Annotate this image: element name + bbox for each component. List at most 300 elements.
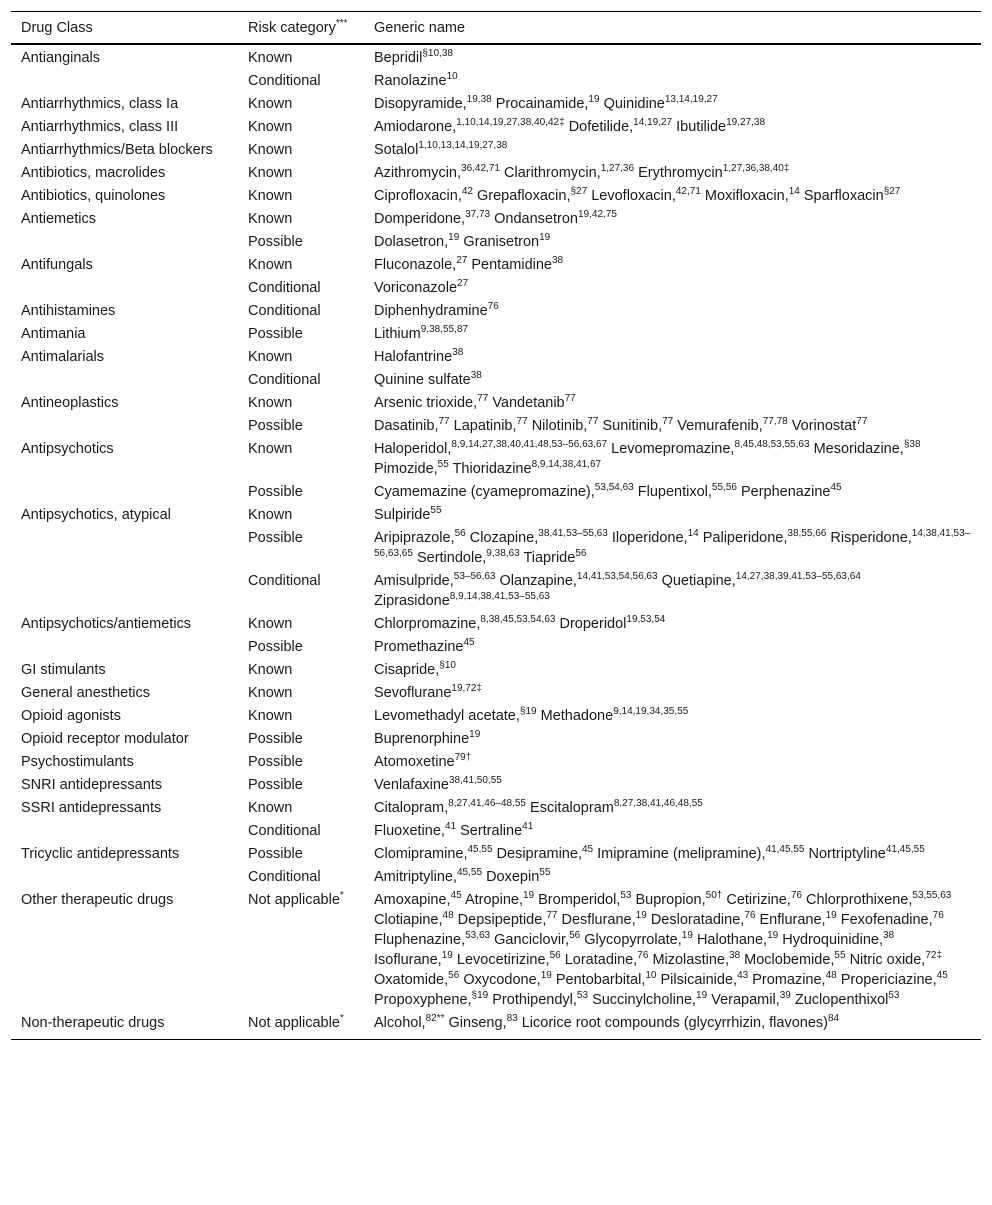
risk-label: Conditional [248, 280, 321, 296]
risk-label: Known [248, 142, 293, 158]
risk-category-cell [238, 705, 364, 728]
table-header [11, 12, 981, 45]
generic-name-cell [364, 659, 981, 682]
drug-name: Halothane, [696, 932, 768, 948]
generic-name-cell [364, 369, 981, 392]
drug-name: Sparfloxacin [803, 188, 884, 204]
drug-name: Ginseng, [448, 1015, 507, 1031]
drug-reference: 38,55,66 [787, 528, 827, 540]
drug-reference: 56 [448, 970, 460, 982]
drug-reference: 14,41,53,54,56,63 [576, 571, 658, 583]
risk-label: Conditional [248, 303, 321, 319]
drug-class-cell: Tricyclic antidepressants [21, 846, 180, 862]
drug-name: Prothipendyl, [492, 992, 577, 1008]
drug-reference: 55,56 [711, 482, 737, 494]
drug-reference: 19 [522, 890, 535, 902]
risk-label: Known [248, 50, 293, 66]
drug-name: Glycopyrrolate, [584, 932, 682, 948]
drug-name: Aripiprazole, [374, 530, 455, 546]
drug-reference: 77 [587, 416, 599, 428]
drug-name: Sotalol [374, 142, 419, 158]
drug-reference: §10 [439, 660, 456, 672]
table-row [11, 866, 981, 889]
drug-reference: 8,9,14,38,41,67 [531, 459, 602, 471]
drug-name: Promethazine [374, 639, 464, 655]
table-row [11, 300, 981, 323]
drug-reference: 13,14,19,27 [664, 94, 718, 106]
risk-category-cell [238, 139, 364, 162]
drug-reference: 19 [825, 910, 837, 922]
generic-name-cell [364, 44, 981, 70]
drug-name: Ondansetron [494, 211, 578, 227]
table-row [11, 843, 981, 866]
risk-category-cell [238, 636, 364, 659]
drug-reference: 38 [883, 930, 895, 942]
drug-class-cell [11, 415, 238, 438]
drug-name: Amitriptyline, [374, 869, 457, 885]
risk-label: Known [248, 188, 293, 204]
drug-class-cell: GI stimulants [21, 662, 106, 678]
risk-category-cell [238, 300, 364, 323]
drug-reference: 77,78 [762, 416, 788, 428]
drug-class-cell: Antimalarials [21, 349, 104, 365]
drug-name: Citalopram, [374, 800, 449, 816]
risk-category-cell [238, 682, 364, 705]
drug-name: Sevoflurane [374, 685, 452, 701]
drug-reference: 55 [539, 867, 551, 879]
drug-class-cell: Antiarrhythmics, class III [21, 119, 179, 135]
drug-reference: 82** [425, 1013, 445, 1025]
drug-name: Domperidone, [374, 211, 466, 227]
drug-name: Halofantrine [374, 349, 453, 365]
drug-reference: 42 [461, 186, 473, 198]
drug-class-cell: SSRI antidepressants [21, 800, 162, 816]
drug-class-cell: Non-therapeutic drugs [11, 1012, 238, 1040]
drug-name: Sunitinib, [602, 418, 663, 434]
drug-reference: 10 [645, 970, 657, 982]
drug-reference: 8,27,41,46–48,55 [448, 798, 526, 810]
risk-category-cell [238, 570, 364, 613]
table-row [11, 369, 981, 392]
drug-name: Dofetilide, [568, 119, 634, 135]
drug-name: Paliperidone, [702, 530, 788, 546]
risk-category-cell [238, 843, 364, 866]
drug-name: Fluoxetine, [374, 823, 445, 839]
drug-name: Olanzapine, [499, 573, 577, 589]
drug-name: Atomoxetine [374, 754, 455, 770]
drug-reference: 55 [834, 950, 846, 962]
drug-name: Thioridazine [452, 461, 532, 477]
drug-reference: 48 [825, 970, 837, 982]
drug-reference: 14 [788, 186, 800, 198]
drug-reference: 36,42,71 [461, 163, 500, 175]
drug-class-cell: Opioid receptor modulator [21, 731, 189, 747]
generic-name-cell [364, 162, 981, 185]
drug-name: Ciprofloxacin, [374, 188, 462, 204]
table-row [11, 751, 981, 774]
drug-reference: 53,54,63 [594, 482, 634, 494]
drug-name: Diphenhydramine [374, 303, 488, 319]
drug-reference: 14,27,38,39,41,53–55,63,64 [735, 571, 861, 583]
drug-reference: 79† [454, 752, 472, 764]
risk-category-cell [238, 774, 364, 797]
risk-label: Conditional [248, 372, 321, 388]
drug-reference: 19 [540, 970, 552, 982]
drug-name: Venlafaxine [374, 777, 449, 793]
risk-category-cell [238, 185, 364, 208]
table-row [11, 392, 981, 415]
drug-reference: 8,38,45,53,54,63 [480, 614, 556, 626]
drug-reference: 27 [456, 255, 468, 267]
table-row [11, 820, 981, 843]
drug-name: Mizolastine, [652, 952, 729, 968]
risk-label: Possible [248, 234, 303, 250]
drug-name: Lithium [374, 326, 421, 342]
table-row [11, 346, 981, 369]
drug-name: Dasatinib, [374, 418, 439, 434]
risk-category-cell [238, 527, 364, 570]
risk-label: Known [248, 395, 293, 411]
drug-name: Levofloxacin, [591, 188, 676, 204]
generic-name-cell [364, 774, 981, 797]
risk-category-cell [238, 438, 364, 481]
drug-reference: 8,9,14,38,41,53–55,63 [449, 591, 550, 603]
drug-reference: 48 [442, 910, 454, 922]
drug-reference: 19 [539, 232, 551, 244]
drug-name: Doxepin [486, 869, 540, 885]
risk-category-cell [238, 797, 364, 820]
drug-reference: 19 [696, 990, 708, 1002]
drug-name: Methadone [540, 708, 614, 724]
drug-name: Moclobemide, [744, 952, 835, 968]
table-row [11, 636, 981, 659]
drug-name: Alcohol, [374, 1015, 426, 1031]
table-row [11, 613, 981, 636]
drug-reference: 19 [635, 910, 647, 922]
drug-name: Bepridil [374, 50, 423, 66]
risk-footnote-marker: * [339, 1013, 344, 1025]
drug-name: Clarithromycin, [504, 165, 601, 181]
drug-reference: 53 [888, 990, 900, 1002]
risk-category-cell [238, 866, 364, 889]
drug-reference: 76 [744, 910, 756, 922]
drug-reference: 19 [469, 729, 481, 741]
risk-label: Known [248, 662, 293, 678]
table-row [11, 415, 981, 438]
generic-name-cell [364, 636, 981, 659]
generic-name-cell [364, 116, 981, 139]
risk-label: Possible [248, 639, 303, 655]
drug-reference: 76 [637, 950, 649, 962]
drug-name: Cyamemazine (cyamepromazine), [374, 484, 595, 500]
generic-name-cell [364, 438, 981, 481]
drug-reference: 19,53,54 [626, 614, 666, 626]
drug-reference: 56 [454, 528, 466, 540]
drug-reference: 55 [430, 505, 442, 517]
drug-name: Chlorpromazine, [374, 616, 481, 632]
drug-reference: 45 [936, 970, 948, 982]
drug-class-cell [11, 820, 238, 843]
table-row [11, 705, 981, 728]
drug-reference: 9,38,63 [486, 548, 520, 560]
table-row [11, 323, 981, 346]
table-row [11, 277, 981, 300]
risk-category-cell [238, 889, 364, 1012]
drug-class-cell: Antiarrhythmics/Beta blockers [21, 142, 213, 158]
drug-reference: 39 [779, 990, 791, 1002]
drug-reference: §27 [570, 186, 588, 198]
drug-name: Depsipeptide, [457, 912, 547, 928]
risk-category-cell [238, 504, 364, 527]
drug-name: Clozapine, [469, 530, 539, 546]
risk-category-cell [238, 323, 364, 346]
table-row [11, 774, 981, 797]
table-row [11, 570, 981, 613]
generic-name-cell [364, 1012, 981, 1040]
drug-name: Zuclopenthixol [794, 992, 889, 1008]
risk-category-cell [238, 231, 364, 254]
risk-label: Conditional [248, 869, 321, 885]
risk-category-cell [238, 254, 364, 277]
drug-name: Propericiazine, [840, 972, 937, 988]
table-row [11, 438, 981, 481]
table-body [11, 44, 981, 1040]
risk-label: Known [248, 800, 293, 816]
drug-reference: 1,27,36 [600, 163, 635, 175]
drug-reference: 53–56,63 [453, 571, 496, 583]
drug-name: Risperidone, [830, 530, 912, 546]
drug-reference: 77 [477, 393, 489, 405]
drug-name: Fluphenazine, [374, 932, 466, 948]
drug-name: Sertraline [460, 823, 523, 839]
drug-name: Verapamil, [711, 992, 780, 1008]
drug-name: Quetiapine, [661, 573, 736, 589]
drug-class-cell: Antiarrhythmics, class Ia [21, 96, 179, 112]
table-row [11, 728, 981, 751]
drug-class-cell: Antibiotics, quinolones [21, 188, 166, 204]
generic-name-cell [364, 415, 981, 438]
drug-name: Oxycodone, [463, 972, 541, 988]
drug-name: Nortriptyline [808, 846, 886, 862]
drug-name: Chlorprothixene, [805, 892, 913, 908]
drug-name: Perphenazine [740, 484, 831, 500]
risk-label: Possible [248, 754, 303, 770]
drug-reference: 77 [564, 393, 576, 405]
drug-name: Disopyramide, [374, 96, 467, 112]
drug-name: Clotiapine, [374, 912, 443, 928]
risk-label: Possible [248, 530, 303, 546]
drug-class-cell [11, 570, 238, 613]
risk-label: Known [248, 119, 293, 135]
generic-name-cell [364, 185, 981, 208]
drug-name: Erythromycin [638, 165, 723, 181]
drug-reference: 8,45,48,53,55,63 [734, 439, 810, 451]
drug-class-cell: Antipsychotics [21, 441, 114, 457]
drug-reference: 9,14,19,34,35,55 [613, 706, 689, 718]
drug-name: Isoflurane, [374, 952, 442, 968]
drug-reference: 83 [506, 1013, 518, 1025]
drug-name: Tiapride [523, 550, 576, 566]
drug-name: Ganciclovir, [494, 932, 570, 948]
table-row [11, 1012, 981, 1040]
drug-reference: 1,10,13,14,19,27,38 [418, 140, 508, 152]
risk-category-cell [238, 728, 364, 751]
drug-reference: 37,73 [465, 209, 491, 221]
drug-name: Iloperidone, [611, 530, 688, 546]
drug-reference: 56 [569, 930, 581, 942]
drug-reference: 42,71 [675, 186, 701, 198]
drug-class-cell: Psychostimulants [21, 754, 134, 770]
drug-name: Pilsicainide, [660, 972, 738, 988]
drug-reference: 38 [470, 370, 482, 382]
table-row [11, 116, 981, 139]
generic-name-cell [364, 728, 981, 751]
generic-name-cell [364, 139, 981, 162]
drug-reference: 14,19,27 [633, 117, 673, 129]
drug-reference: 1,10,14,19,27,38,40,42‡ [456, 117, 565, 129]
drug-reference: 19 [681, 930, 693, 942]
drug-reference: 1,27,36,38,40‡ [722, 163, 790, 175]
table-row [11, 527, 981, 570]
generic-name-cell [364, 797, 981, 820]
risk-label: Conditional [248, 823, 321, 839]
drug-reference: 19,72‡ [451, 683, 482, 695]
drug-reference: 38 [551, 255, 564, 267]
risk-category-cell [238, 415, 364, 438]
generic-name-cell [364, 682, 981, 705]
generic-name-cell [364, 208, 981, 231]
drug-name: Desflurane, [561, 912, 636, 928]
table-row [11, 44, 981, 70]
drug-name: Ibutilide [676, 119, 727, 135]
drug-name: Amisulpride, [374, 573, 454, 589]
generic-name-cell [364, 392, 981, 415]
generic-name-cell [364, 504, 981, 527]
table-row [11, 481, 981, 504]
drug-reference: 56 [575, 548, 587, 560]
risk-label: Possible [248, 731, 303, 747]
generic-name-cell [364, 231, 981, 254]
drug-class-cell [11, 70, 238, 93]
drug-reference: 38,41,53–55,63 [538, 528, 608, 540]
drug-reference: 19,27,38 [726, 117, 766, 129]
drug-reference: 53,55,63 [912, 890, 952, 902]
table-row [11, 162, 981, 185]
drug-name: Bupropion, [635, 892, 706, 908]
table-row [11, 70, 981, 93]
drug-name: Licorice root compounds (glycyrrhizin, flavones) [521, 1015, 828, 1031]
drug-class-cell: Antimania [21, 326, 86, 342]
risk-category-cell [238, 93, 364, 116]
table-row [11, 682, 981, 705]
drug-reference: 45 [463, 637, 475, 649]
generic-name-cell [364, 323, 981, 346]
drug-reference: 76 [932, 910, 944, 922]
table-row [11, 797, 981, 820]
drug-reference: 10 [446, 71, 458, 83]
drug-reference: 50† [705, 890, 723, 902]
risk-category-cell [238, 277, 364, 300]
drug-name: Cisapride, [374, 662, 440, 678]
drug-reference: 41,45,55 [765, 844, 805, 856]
risk-label: Not applicable [248, 892, 340, 908]
generic-name-cell [364, 843, 981, 866]
risk-category-cell [238, 346, 364, 369]
drug-class-cell [11, 369, 238, 392]
drug-name: Cetirizine, [726, 892, 791, 908]
table-row [11, 139, 981, 162]
drug-class-cell: Antibiotics, macrolides [21, 165, 166, 181]
drug-reference: 19,38 [466, 94, 492, 106]
drug-name: Succinylcholine, [592, 992, 697, 1008]
risk-category-cell [238, 751, 364, 774]
table-row [11, 185, 981, 208]
header-row [11, 12, 981, 45]
drug-reference: 43 [737, 970, 749, 982]
drug-reference: 84 [827, 1013, 840, 1025]
generic-name-cell [364, 481, 981, 504]
risk-label: Possible [248, 326, 303, 342]
drug-name: Buprenorphine [374, 731, 470, 747]
risk-label: Known [248, 708, 293, 724]
drug-name: Arsenic trioxide, [374, 395, 478, 411]
drug-name: Quinine sulfate [374, 372, 471, 388]
drug-name: Vemurafenib, [677, 418, 763, 434]
drug-name: Nilotinib, [531, 418, 588, 434]
drug-reference: 77 [438, 416, 450, 428]
drug-reference: 14 [687, 528, 699, 540]
drug-class-cell [11, 866, 238, 889]
generic-name-cell [364, 93, 981, 116]
risk-label: Known [248, 96, 293, 112]
drug-name: Ranolazine [374, 73, 447, 89]
drug-name: Granisetron [463, 234, 540, 250]
drug-name: Enflurane, [759, 912, 826, 928]
drug-name: Levomepromazine, [611, 441, 735, 457]
drug-class-cell: Antihistamines [21, 303, 116, 319]
drug-reference: 76 [487, 301, 499, 313]
drug-reference: 14,38,41,53–56,63,65 [374, 528, 971, 560]
drug-name: Sertindole, [416, 550, 487, 566]
drug-name: Dolasetron, [374, 234, 449, 250]
drug-name: Levomethadyl acetate, [374, 708, 520, 724]
drug-reference: 8,27,38,41,46,48,55 [613, 798, 703, 810]
drug-name: Voriconazole [374, 280, 458, 296]
table-row [11, 504, 981, 527]
drug-name: Desloratadine, [650, 912, 745, 928]
generic-name-cell [364, 820, 981, 843]
drug-reference: 38 [452, 347, 464, 359]
table-row [11, 208, 981, 231]
drug-class-cell [11, 277, 238, 300]
drug-name: Moxifloxacin, [704, 188, 789, 204]
risk-category-cell [238, 481, 364, 504]
generic-name-cell [364, 751, 981, 774]
risk-category-cell [238, 659, 364, 682]
drug-table [11, 11, 981, 1040]
risk-footnote-marker: * [339, 890, 344, 902]
generic-name-cell [364, 70, 981, 93]
drug-class-cell: Opioid agonists [21, 708, 121, 724]
drug-name: Pentamidine [471, 257, 552, 273]
drug-reference: §27 [883, 186, 901, 198]
drug-reference: §10,38 [422, 48, 453, 60]
drug-name: Clomipramine, [374, 846, 468, 862]
risk-category-cell [238, 208, 364, 231]
drug-name: Flupentixol, [637, 484, 712, 500]
risk-category-cell [238, 44, 364, 70]
drug-name: Bromperidol, [538, 892, 621, 908]
